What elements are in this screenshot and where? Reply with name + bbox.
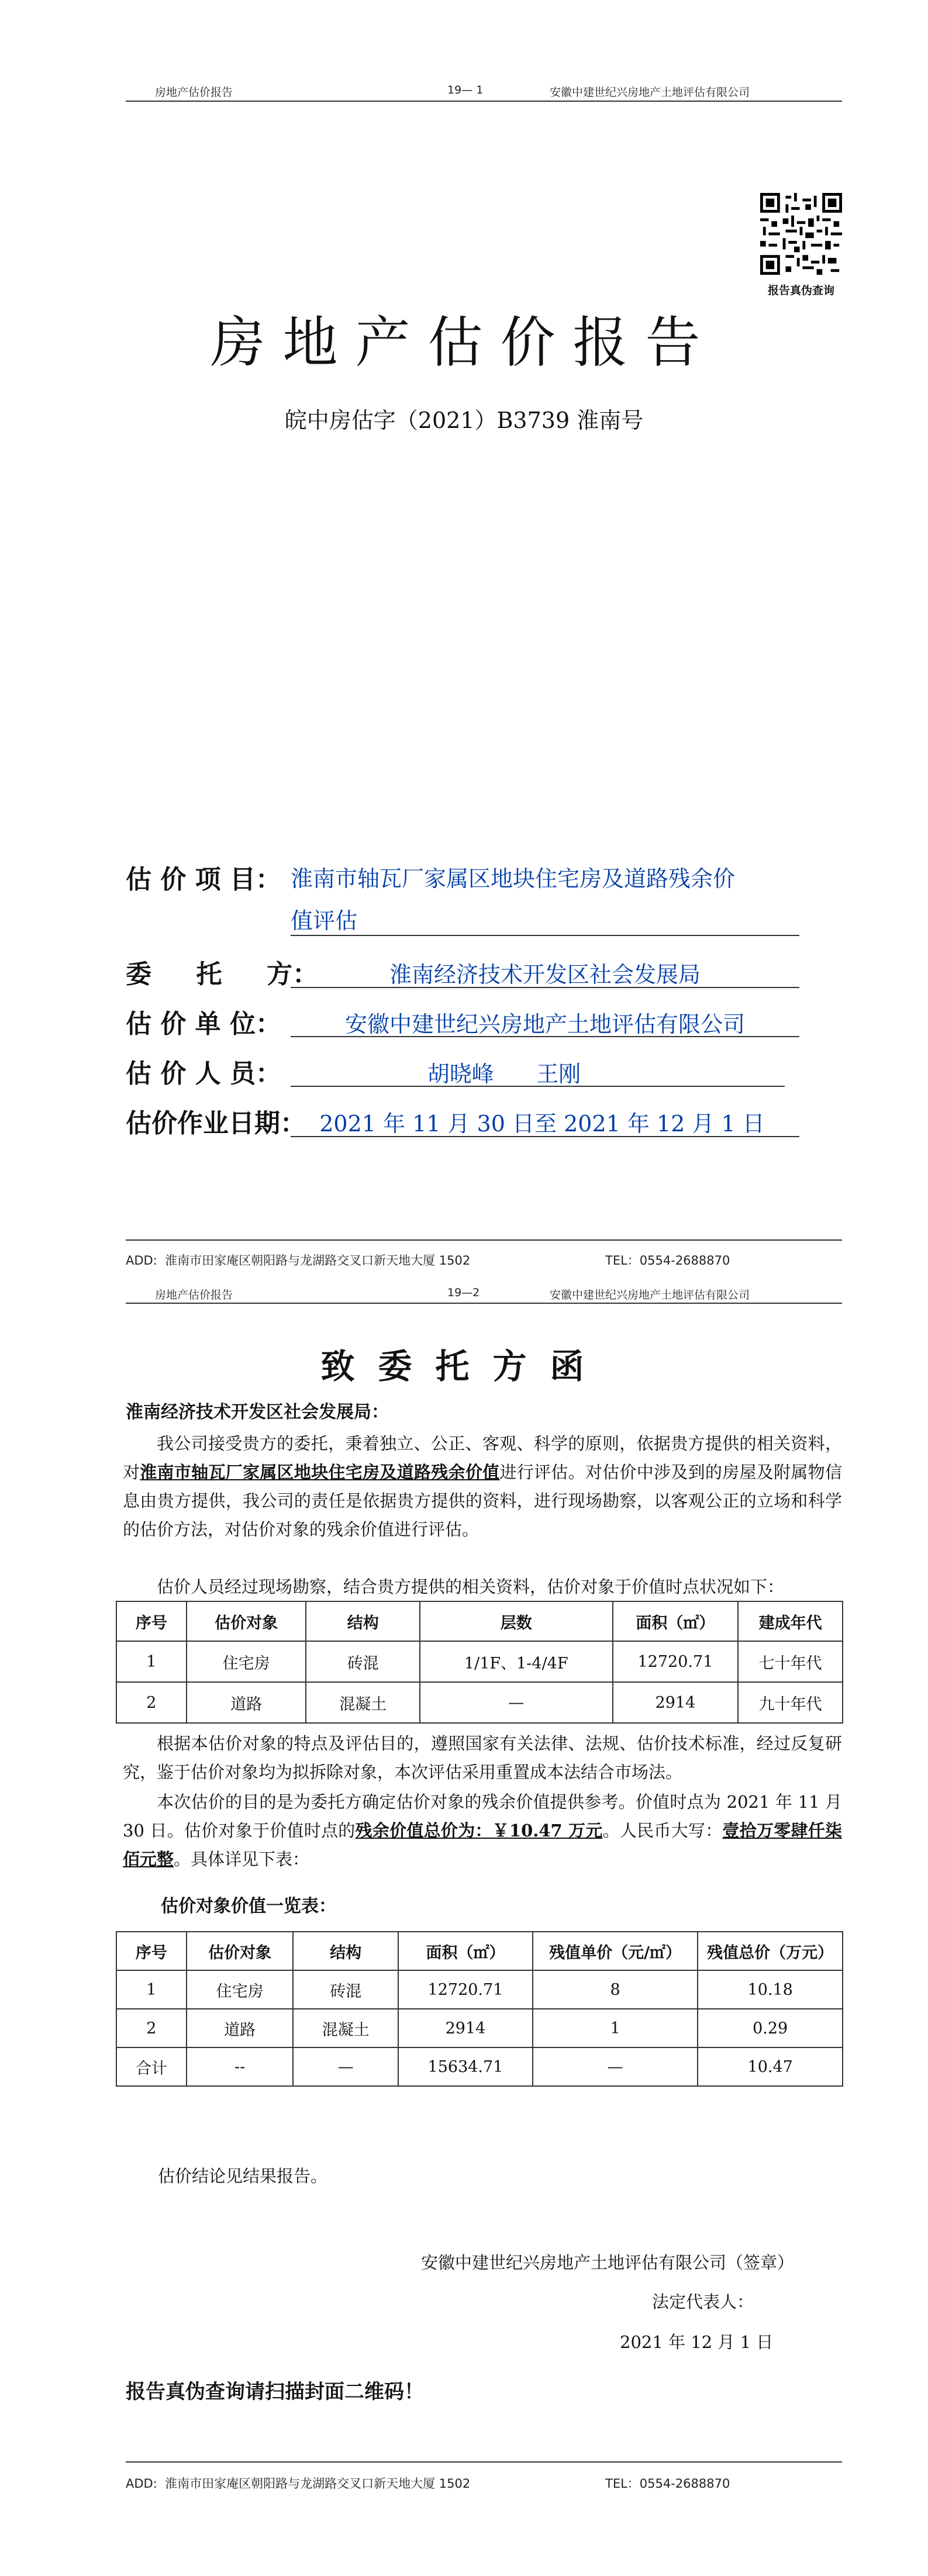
table-cell: 砖混 — [293, 1970, 398, 2009]
signature-representative: 法定代表人： — [652, 2292, 754, 2312]
footer-rule — [126, 1239, 842, 1241]
table-cell: 10.18 — [698, 1970, 843, 2009]
column-header: 残值总价（万元） — [698, 1932, 843, 1970]
report-title: 房地产估价报告 — [210, 311, 718, 375]
column-header: 结构 — [293, 1932, 398, 1970]
table-cell: 合计 — [116, 2047, 187, 2086]
para4-text: 本次估价的目的是为委托方确定估价对象的残余价值提供参考。价值时点为 2021 年 11 月 30 日。估价对象于价值时点的 — [123, 1792, 842, 1841]
table-row — [116, 2009, 843, 2047]
table-cell: 2914 — [613, 1682, 739, 1723]
table-cell: 12720.71 — [613, 1641, 739, 1682]
para4-text-mid: 。人民币大写： — [602, 1821, 723, 1841]
para4-total: 残余价值总价为：￥10.47 万元 — [355, 1821, 603, 1841]
para1-object: 淮南市轴瓦厂家属区地块住宅房及道路残余价值 — [140, 1462, 500, 1482]
appraiser-label: 估 价 单 位： — [126, 1009, 281, 1039]
report-number: 皖中房估字（2021）B3739 淮南号 — [284, 408, 644, 433]
addressee: 淮南经济技术开发区社会发展局： — [126, 1402, 389, 1422]
column-header: 序号 — [116, 1932, 187, 1970]
table-cell: 2 — [116, 2009, 187, 2047]
header-page-number: 19—2 — [447, 1286, 480, 1299]
column-header: 结构 — [306, 1601, 420, 1641]
persons-value: 胡晓峰 王刚 — [427, 1061, 581, 1087]
table-cell: 住宅房 — [187, 1641, 306, 1682]
table-cell: 道路 — [187, 2009, 294, 2047]
table-cell: 九十年代 — [738, 1682, 843, 1723]
appraiser-underline — [291, 1036, 799, 1037]
table-cell: 2914 — [398, 2009, 533, 2047]
paragraph-3: 根据本估价对象的特点及评估目的，遵照国家有关法律、法规、估价技术标准，经过反复研究，鉴于估价对象均为拟拆除对象，本次评估采用重置成本法结合市场法。 — [123, 1734, 842, 1782]
value-table — [116, 1931, 843, 2087]
qr-code-icon[interactable] — [760, 193, 842, 275]
table-row — [116, 1682, 843, 1723]
table-cell: 1/1F、1-4/4F — [420, 1641, 612, 1682]
table-cell: 0.29 — [698, 2009, 843, 2047]
project-value-line1: 淮南市轴瓦厂家属区地块住宅房及道路残余价 — [291, 866, 736, 892]
column-header: 层数 — [420, 1601, 612, 1641]
para1-text: 我公司接受贵方的委托，秉着独立、公正、客观、科学的原则，依据贵方提供的相关资料，对 — [123, 1434, 842, 1482]
persons-underline — [291, 1086, 785, 1087]
table-cell: 七十年代 — [738, 1641, 843, 1682]
footer-address: ADD: 淮南市田家庵区朝阳路与龙湖路交叉口新天地大厦 1502 — [126, 2477, 471, 2491]
footer-tel: TEL：0554-2688870 — [605, 2477, 730, 2491]
table-cell: — — [293, 2047, 398, 2086]
column-header: 面积（㎡） — [613, 1601, 739, 1641]
table-cell: — — [420, 1682, 612, 1723]
table-cell: -- — [187, 2047, 294, 2086]
footer-rule — [126, 2461, 842, 2463]
project-value-line2: 值评估 — [291, 908, 358, 934]
column-header: 建成年代 — [738, 1601, 843, 1641]
appraiser-value: 安徽中建世纪兴房地产土地评估有限公司 — [344, 1011, 745, 1037]
header-right: 安徽中建世纪兴房地产土地评估有限公司 — [550, 86, 750, 99]
header-rule — [126, 1303, 842, 1304]
column-header: 面积（㎡） — [398, 1932, 533, 1970]
paragraph-1 — [123, 1429, 842, 1544]
header-rule — [126, 101, 842, 102]
paragraph-4 — [123, 1788, 842, 1874]
header-left: 房地产估价报告 — [155, 1289, 233, 1301]
table-cell: 砖混 — [306, 1641, 420, 1682]
footer-tel: TEL：0554-2688870 — [605, 1254, 730, 1268]
project-underline — [291, 935, 799, 936]
subject-table — [116, 1601, 843, 1724]
table-cell: — — [533, 2047, 698, 2086]
project-label: 估 价 项 目： — [126, 865, 281, 895]
client-underline — [291, 987, 799, 988]
date-value: 2021 年 11 月 30 日至 2021 年 12 月 1 日 — [319, 1111, 765, 1137]
footer-address: ADD: 淮南市田家庵区朝阳路与龙湖路交叉口新天地大厦 1502 — [126, 1254, 471, 1268]
value-table-title: 估价对象价值一览表： — [161, 1896, 336, 1917]
table-cell: 住宅房 — [187, 1970, 294, 2009]
date-label: 估价作业日期： — [126, 1109, 306, 1138]
table-row — [116, 1970, 843, 2009]
conclusion-note: 估价结论见结果报告。 — [158, 2166, 328, 2186]
column-header: 估价对象 — [187, 1601, 306, 1641]
client-label: 委 托 方： — [126, 959, 319, 989]
table-cell: 8 — [533, 1970, 698, 2009]
para4-text-end: 。具体详见下表： — [174, 1849, 310, 1869]
header-right: 安徽中建世纪兴房地产土地评估有限公司 — [550, 1289, 750, 1301]
table-cell: 道路 — [187, 1682, 306, 1723]
table-cell: 1 — [116, 1970, 187, 2009]
signature-company: 安徽中建世纪兴房地产土地评估有限公司（签章） — [421, 2253, 795, 2273]
table-cell: 12720.71 — [398, 1970, 533, 2009]
header-left: 房地产估价报告 — [155, 86, 233, 99]
persons-label: 估 价 人 员： — [126, 1059, 281, 1089]
table-cell: 混凝土 — [293, 2009, 398, 2047]
table-row — [116, 1641, 843, 1682]
table-total-row — [116, 2047, 843, 2086]
signature-date: 2021 年 12 月 1 日 — [620, 2332, 774, 2352]
column-header: 序号 — [116, 1601, 187, 1641]
letter-title: 致委托方函 — [320, 1346, 608, 1386]
table-cell: 15634.71 — [398, 2047, 533, 2086]
table-header-row — [116, 1601, 843, 1641]
paragraph-2: 估价人员经过现场勘察，结合贵方提供的相关资料，估价对象于价值时点状况如下： — [157, 1577, 785, 1597]
table-cell: 2 — [116, 1682, 187, 1723]
para4-uppercase-amount: 壹拾万零肆仟柒佰元整 — [123, 1821, 842, 1869]
date-underline — [291, 1136, 799, 1137]
para1-text-rest: 进行评估。对估价中涉及到的房屋及附属物信息由贵方提供，我公司的责任是依据贵方提供的资料，进行现场勘察，以客观公正的立场和科学的估价方法，对估价对象的残余价值进行评估。 — [123, 1462, 842, 1539]
table-cell: 1 — [116, 1641, 187, 1682]
table-cell: 1 — [533, 2009, 698, 2047]
table-cell: 10.47 — [698, 2047, 843, 2086]
qr-caption: 报告真伪查询 — [767, 284, 834, 297]
table-header-row — [116, 1932, 843, 1970]
verify-note: 报告真伪查询请扫描封面二维码！ — [126, 2380, 424, 2404]
header-page-number: 19— 1 — [447, 84, 484, 96]
table-cell: 混凝土 — [306, 1682, 420, 1723]
column-header: 估价对象 — [187, 1932, 294, 1970]
client-value: 淮南经济技术开发区社会发展局 — [389, 962, 701, 987]
column-header: 残值单价（元/㎡） — [533, 1932, 698, 1970]
